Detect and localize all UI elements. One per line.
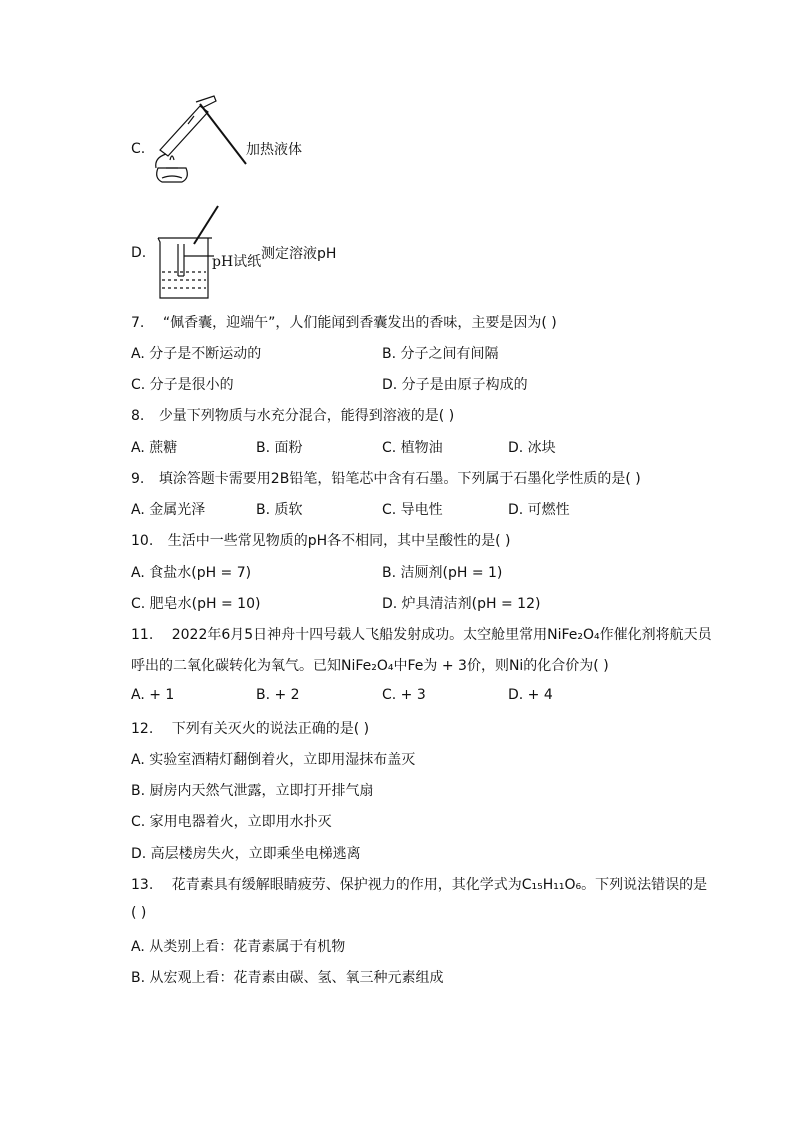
q9-option-b[interactable]: B. 质软	[256, 502, 303, 518]
q7-option-d[interactable]: D. 分子是由原子构成的	[382, 377, 528, 393]
q8-option-c[interactable]: C. 植物油	[382, 440, 443, 456]
option-c-label: 加热液体	[246, 142, 302, 158]
q8-option-b[interactable]: B. 面粉	[256, 440, 303, 456]
question-number: 9.	[131, 471, 145, 487]
q11-option-c[interactable]: C. + 3	[382, 687, 426, 703]
q9-option-a[interactable]: A. 金属光泽	[131, 502, 206, 518]
question-7	[131, 312, 557, 332]
question-stem: “佩香囊，迎端午”，人们能闻到香囊发出的香味，主要是因为( )	[162, 315, 557, 331]
q13-option-b[interactable]: B. 从宏观上看：花青素由碳、氢、氧三种元素组成	[131, 970, 444, 986]
q12-option-c[interactable]: C. 家用电器着火，立即用水扑灭	[131, 814, 332, 830]
q11-option-d[interactable]: D. + 4	[508, 687, 553, 703]
question-stem: 生活中一些常见物质的pH各不相同，其中呈酸性的是( )	[167, 533, 511, 549]
q13-option-a[interactable]: A. 从类别上看：花青素属于有机物	[131, 939, 346, 955]
q8-option-a[interactable]: A. 蔗糖	[131, 440, 178, 456]
question-8	[131, 405, 454, 425]
q7-option-a[interactable]: A. 分子是不断运动的	[131, 346, 262, 362]
question-11	[131, 624, 712, 644]
q7-option-b[interactable]: B. 分子之间有间隔	[382, 346, 499, 362]
question-number: 11.	[131, 627, 154, 643]
question-number: 12.	[131, 721, 154, 737]
question-12	[131, 718, 369, 738]
q12-option-a[interactable]: A. 实验室酒精灯翻倒着火，立即用湿抹布盖灭	[131, 752, 416, 768]
question-stem-line-2: ( )	[131, 905, 147, 921]
question-stem-line-2: 呼出的二氧化碳转化为氧气。已知NiFe₂O₄中Fe为 + 3价，则Ni的化合价为( )	[131, 658, 609, 674]
q10-option-b[interactable]: B. 洁厕剂(pH = 1)	[382, 565, 503, 581]
q7-option-c[interactable]: C. 分子是很小的	[131, 377, 234, 393]
question-stem: 少量下列物质与水充分混合，能得到溶液的是( )	[158, 408, 455, 424]
question-stem: 下列有关灭火的说法正确的是( )	[171, 721, 370, 737]
question-stem-line-1: 花青素具有缓解眼睛疲劳、保护视力的作用，其化学式为C₁₅H₁₁O₆。下列说法错误的是	[171, 877, 708, 893]
q12-option-b[interactable]: B. 厨房内天然气泄露，立即打开排气扇	[131, 783, 374, 799]
q10-option-d[interactable]: D. 炉具清洁剂(pH = 12)	[382, 596, 541, 612]
question-number: 10.	[131, 533, 154, 549]
q10-option-a[interactable]: A. 食盐水(pH = 7)	[131, 565, 252, 581]
question-13	[131, 874, 707, 894]
option-d-label: 测定溶液pH	[261, 246, 337, 262]
option-d-letter: D.	[131, 245, 147, 261]
q11-option-a[interactable]: A. + 1	[131, 687, 175, 703]
question-stem-line-1: 2022年6月5日神舟十四号载人飞船发射成功。太空舱里常用NiFe₂O₄作催化剂将航天员	[171, 627, 712, 643]
question-number: 13.	[131, 877, 154, 893]
q10-option-c[interactable]: C. 肥皂水(pH = 10)	[131, 596, 261, 612]
option-c-letter: C.	[131, 141, 146, 157]
heating-liquid-illustration	[148, 94, 248, 194]
question-9	[131, 468, 641, 488]
q9-option-c[interactable]: C. 导电性	[382, 502, 443, 518]
question-number: 7.	[131, 315, 145, 331]
ph-paper-label: pH试纸	[212, 254, 262, 270]
q12-option-d[interactable]: D. 高层楼房失火，立即乘坐电梯逃离	[131, 846, 361, 862]
q9-option-d[interactable]: D. 可燃性	[508, 502, 570, 518]
question-stem: 填涂答题卡需要用2B铅笔，铅笔芯中含有石墨。下列属于石墨化学性质的是( )	[158, 471, 641, 487]
q11-option-b[interactable]: B. + 2	[256, 687, 300, 703]
question-number: 8.	[131, 408, 145, 424]
q8-option-d[interactable]: D. 冰块	[508, 440, 556, 456]
question-10	[131, 530, 511, 550]
